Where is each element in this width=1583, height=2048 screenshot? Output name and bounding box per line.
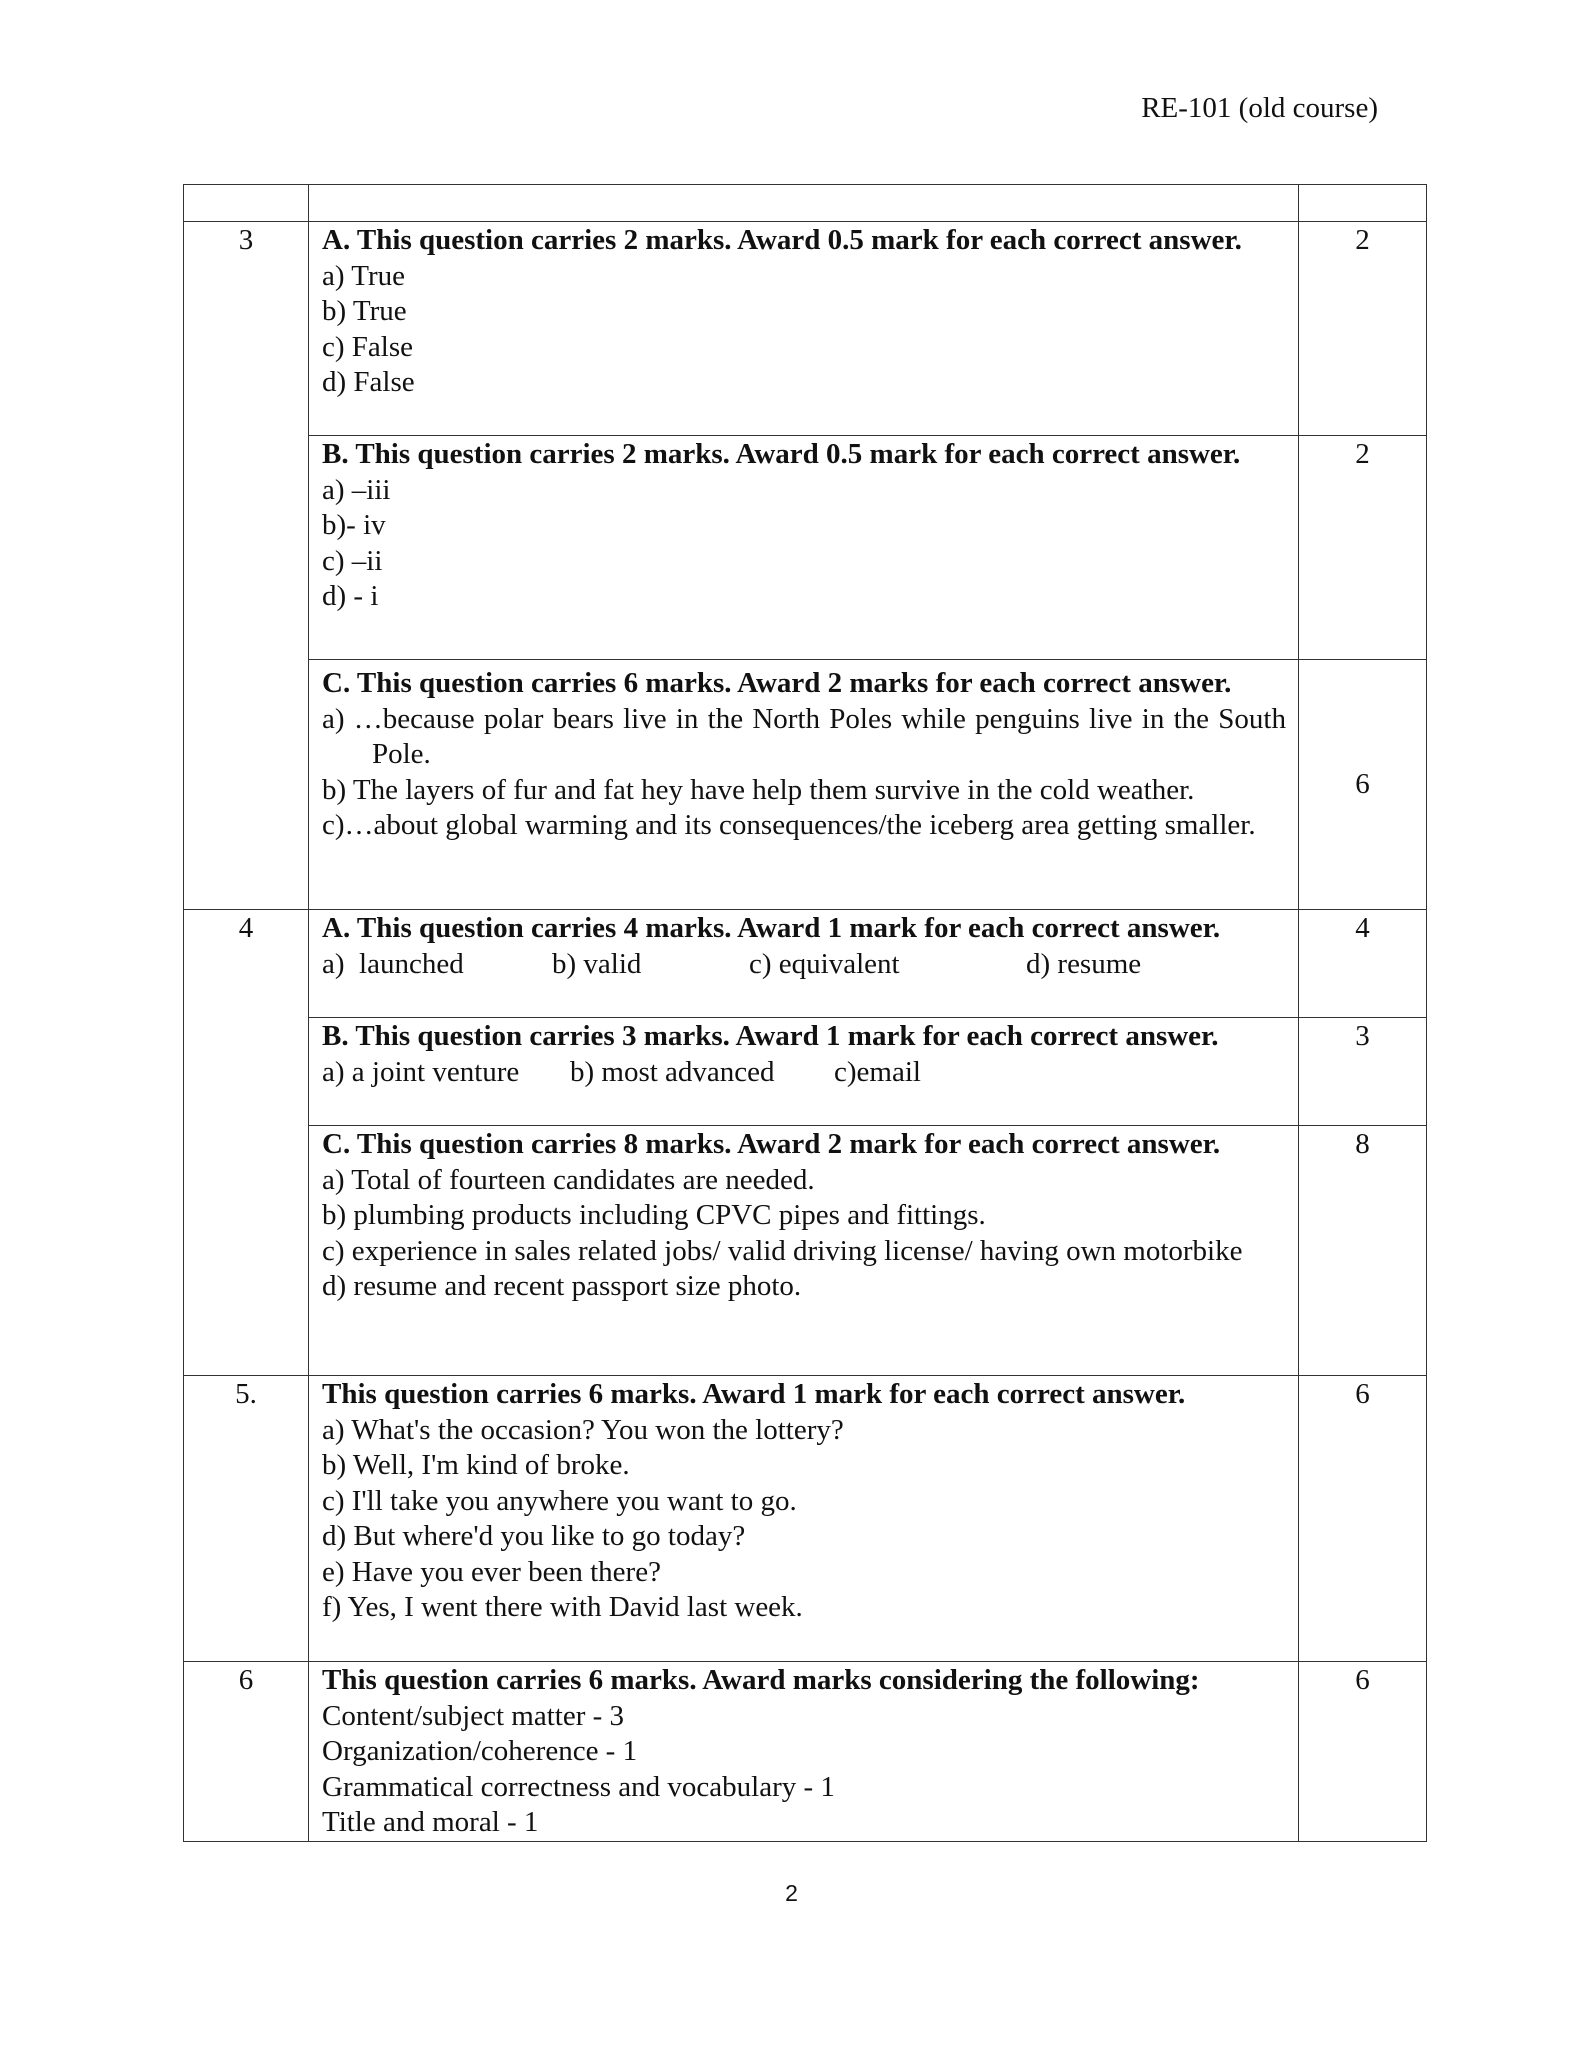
q5-answer: c) I'll take you anywhere you want to go. [322, 1484, 797, 1517]
q4b-marks: 3 [1299, 1018, 1427, 1126]
q3c-answer: b) The layers of fur and fat hey have help them survive in the cold weather. [322, 773, 1195, 806]
q4c-answer: c) experience in sales related jobs/ valid driving license/ having own motorbike [322, 1234, 1243, 1267]
q4c-marks: 8 [1299, 1126, 1427, 1376]
q3c-heading: C. This question carries 6 marks. Award 2 marks for each correct answer. [322, 667, 1232, 699]
q3b-row [184, 436, 1427, 660]
q6-content [309, 1662, 1299, 1842]
q3a-heading: A. This question carries 2 marks. Award 0.5 mark for each correct answer. [322, 224, 1242, 256]
q4a-answer: a) launched [322, 947, 464, 980]
q3c-answer: a) …because polar bears live in the North Poles while penguins live in the South Pole. [322, 702, 1286, 770]
q5-answer: f) Yes, I went there with David last week. [322, 1591, 803, 1623]
q6-criterion: Content/subject matter - 3 [322, 1699, 625, 1732]
q4a-answer: b) valid [552, 947, 642, 980]
q3b-answer: b)- iv [322, 509, 386, 541]
q6-row [184, 1662, 1427, 1842]
q3b-answer: c) –ii [322, 544, 383, 577]
q3a-content [309, 222, 1299, 436]
q4c-heading: C. This question carries 8 marks. Award 2 mark for each correct answer. [322, 1128, 1221, 1160]
q5-content [309, 1376, 1299, 1662]
q5-answer: a) What's the occasion? You won the lottery? [322, 1413, 844, 1446]
q3b-answer: a) –iii [322, 473, 391, 506]
q3b-heading: B. This question carries 2 marks. Award 0.5 mark for each correct answer. [322, 438, 1241, 470]
q6-criterion: Organization/coherence - 1 [322, 1735, 638, 1767]
q6-marks: 6 [1299, 1662, 1427, 1842]
q5-answer: d) But where'd you like to go today? [322, 1520, 746, 1552]
q4c-content [309, 1126, 1299, 1376]
q4c-answer: a) Total of fourteen candidates are needed. [322, 1163, 815, 1196]
q3a-marks: 2 [1299, 222, 1427, 436]
course-code-header: RE-101 (old course) [1141, 92, 1378, 124]
q4c-row [184, 1126, 1427, 1376]
q4a-marks: 4 [1299, 910, 1427, 1018]
q3a-answer: b) True [322, 295, 407, 327]
question-number-4: 4 [184, 910, 309, 1376]
q4a-answers [322, 947, 1286, 983]
q3c-answer: c)…about global warming and its consequences/the iceberg area getting smaller. [322, 809, 1256, 841]
q4b-answer: c)email [834, 1055, 921, 1088]
q4a-answer: d) resume [1026, 947, 1142, 980]
blank-header-row [184, 185, 1427, 222]
q4a-row [184, 910, 1427, 1018]
marking-scheme-table [183, 184, 1427, 1842]
q4c-answer: d) resume and recent passport size photo. [322, 1270, 802, 1302]
q4b-answer: b) most advanced [570, 1055, 775, 1088]
q3c-row [184, 660, 1427, 910]
q6-heading: This question carries 6 marks. Award marks considering the following: [322, 1664, 1200, 1696]
q4a-heading: A. This question carries 4 marks. Award 1 mark for each correct answer. [322, 912, 1221, 944]
q4b-row [184, 1018, 1427, 1126]
question-number-5: 5. [184, 1376, 309, 1662]
q4c-answer: b) plumbing products including CPVC pipes and fittings. [322, 1199, 986, 1231]
q4b-answers [322, 1055, 1286, 1091]
q3b-answer: d) - i [322, 580, 379, 612]
q3b-content [309, 436, 1299, 660]
q3a-answer: d) False [322, 366, 415, 398]
q6-criterion: Grammatical correctness and vocabulary - 1 [322, 1770, 835, 1803]
q4b-answer: a) a joint venture [322, 1055, 520, 1088]
q3a-answer: c) False [322, 330, 413, 363]
question-number-3: 3 [184, 222, 309, 910]
q5-answer: b) Well, I'm kind of broke. [322, 1449, 630, 1481]
q5-row [184, 1376, 1427, 1662]
q5-answer: e) Have you ever been there? [322, 1555, 661, 1588]
q3c-content [309, 660, 1299, 910]
q4b-heading: B. This question carries 3 marks. Award 1 mark for each correct answer. [322, 1020, 1219, 1052]
q3c-marks: 6 [1299, 660, 1427, 910]
q3b-marks: 2 [1299, 436, 1427, 660]
q5-heading: This question carries 6 marks. Award 1 mark for each correct answer. [322, 1378, 1186, 1410]
q3a-answer: a) True [322, 259, 405, 292]
page-number: 2 [785, 1880, 798, 1906]
q4a-answer: c) equivalent [749, 947, 900, 980]
q6-criterion: Title and moral - 1 [322, 1806, 539, 1838]
q4b-content [309, 1018, 1299, 1126]
q4a-content [309, 910, 1299, 1018]
q3a-row [184, 222, 1427, 436]
question-number-6: 6 [184, 1662, 309, 1842]
q5-marks: 6 [1299, 1376, 1427, 1662]
